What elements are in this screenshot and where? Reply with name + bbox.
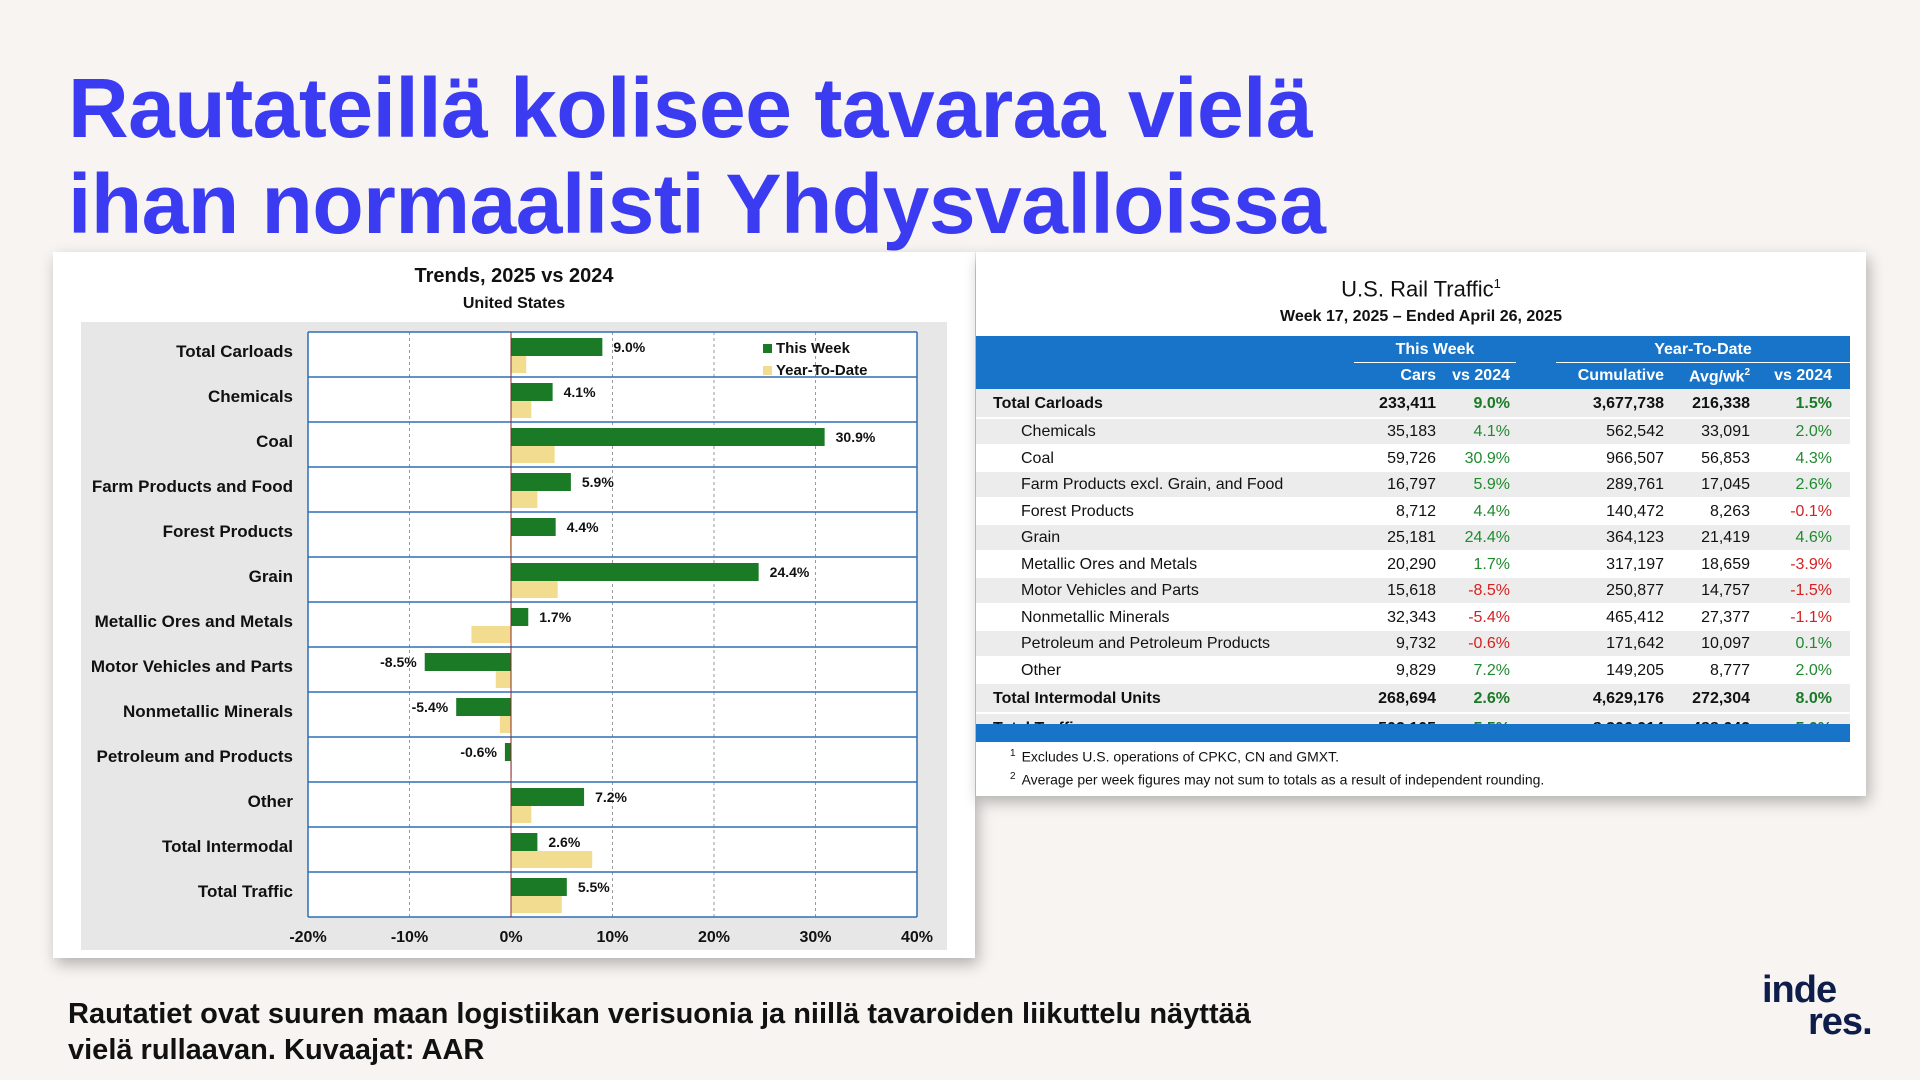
cell-vs2024-ytd: 2.6%	[1795, 476, 1832, 493]
row-label: Grain	[1021, 529, 1061, 546]
cell-cumulative: 4,629,176	[1592, 690, 1664, 707]
legend-label-this-week: This Week	[776, 340, 850, 357]
x-tick-label: 40%	[900, 929, 934, 946]
cell-vs2024: -0.6%	[1468, 635, 1510, 652]
cell-vs2024: 4.4%	[1473, 502, 1510, 520]
headline	[68, 60, 1518, 252]
cell-vs2024-ytd: -3.9%	[1790, 555, 1832, 573]
category-label: Nonmetallic Minerals	[122, 701, 293, 721]
data-label: -5.4%	[411, 699, 449, 715]
cell-vs2024: -5.4%	[1468, 608, 1510, 626]
caption-line-2: vielä rullaavan. Kuvaajat: AAR	[68, 1034, 485, 1066]
data-label: 7.2%	[595, 789, 628, 805]
cell-cumulative: 364,123	[1606, 529, 1664, 546]
bar-this-week	[456, 698, 511, 716]
cell-vs2024: 7.2%	[1473, 661, 1510, 679]
bar-year-to-date	[511, 446, 555, 463]
bar-this-week	[511, 383, 553, 401]
bar-this-week	[511, 788, 584, 806]
cell-cumulative: 171,642	[1606, 635, 1664, 652]
cell-avgwk: 272,304	[1692, 690, 1750, 707]
bar-this-week	[511, 473, 571, 491]
cell-cars: 20,290	[1387, 555, 1436, 573]
cell-cars: 8,712	[1395, 502, 1436, 520]
table-row	[976, 578, 1850, 605]
bar-this-week	[511, 518, 556, 536]
cell-cumulative: 465,412	[1606, 608, 1664, 626]
table-title: U.S. Rail Traffic$^1$	[1341, 276, 1501, 302]
row-label: Nonmetallic Minerals	[1021, 608, 1170, 626]
category-label: Other	[247, 791, 293, 811]
cell-cars: 32,343	[1387, 608, 1436, 626]
table-row	[976, 419, 1850, 446]
cell-vs2024-ytd: 8.0%	[1795, 690, 1832, 707]
row-label: Forest Products	[1021, 502, 1134, 520]
table-row	[976, 472, 1850, 499]
headline-line-2: ihan normaalisti Yhdysvalloissa	[68, 157, 1326, 251]
x-tick-label: 10%	[596, 929, 629, 946]
cell-cumulative: 289,761	[1606, 476, 1664, 493]
table-title-footnote-mark: 1	[1493, 276, 1501, 291]
cell-avgwk: 10,097	[1701, 635, 1750, 652]
footnote-1: $^1$ Excludes U.S. operations of CPKC, CN and GMXT.	[1010, 748, 1340, 765]
cell-cars: 9,732	[1395, 635, 1436, 652]
cell-cumulative: 140,472	[1606, 502, 1664, 520]
data-label: 1.7%	[539, 609, 572, 625]
table-row	[976, 684, 1850, 714]
cell-vs2024-ytd: 1.5%	[1795, 395, 1832, 412]
cell-vs2024-ytd: 0.1%	[1795, 635, 1832, 652]
data-label: 30.9%	[835, 429, 876, 445]
row-label: Other	[1021, 661, 1062, 679]
row-label: Petroleum and Petroleum Products	[1021, 635, 1271, 652]
category-label: Chemicals	[207, 386, 293, 406]
bar-this-week	[425, 653, 511, 671]
data-label: 9.0%	[613, 339, 646, 355]
cell-avgwk: 21,419	[1701, 529, 1750, 546]
cell-cars: 25,181	[1387, 529, 1436, 546]
data-label: 24.4%	[769, 564, 810, 580]
cell-cars: 16,797	[1387, 476, 1436, 493]
row-label: Coal	[1021, 449, 1054, 467]
bar-year-to-date	[500, 716, 511, 733]
cell-vs2024-ytd: 4.3%	[1795, 449, 1832, 467]
category-label: Metallic Ores and Metals	[94, 611, 293, 631]
cell-cumulative: 966,507	[1606, 449, 1664, 467]
cell-avgwk: 56,853	[1701, 449, 1750, 467]
cell-cumulative: 562,542	[1606, 423, 1664, 440]
cell-avgwk: 8,263	[1709, 502, 1750, 520]
data-label: 4.4%	[566, 519, 599, 535]
cell-vs2024-ytd: 2.0%	[1795, 661, 1832, 679]
bar-year-to-date	[511, 806, 531, 823]
bar-year-to-date	[511, 356, 526, 373]
rail-traffic-table-card	[976, 252, 1866, 796]
data-label: 4.1%	[563, 384, 596, 400]
category-label: Total Traffic	[197, 881, 293, 901]
col-header-vs2024: vs 2024	[1452, 367, 1510, 384]
chart-title: Trends, 2025 vs 2024	[414, 265, 614, 287]
cell-vs2024: 2.6%	[1473, 690, 1510, 707]
table-row	[976, 552, 1850, 579]
bar-year-to-date	[471, 626, 511, 643]
cell-avgwk: 8,777	[1709, 661, 1750, 679]
chart-subtitle: United States	[462, 295, 566, 312]
bar-year-to-date	[511, 401, 531, 418]
cell-avgwk: 14,757	[1701, 582, 1750, 599]
bar-this-week	[511, 833, 537, 851]
x-tick-label: 0%	[499, 929, 523, 946]
headline-line-1: Rautateillä kolisee tavaraa vielä	[68, 61, 1313, 155]
table-body	[976, 389, 1850, 744]
category-label: Motor Vehicles and Parts	[90, 656, 293, 676]
data-label: 5.9%	[581, 474, 614, 490]
category-label: Total Carloads	[176, 341, 293, 361]
cell-vs2024: 9.0%	[1473, 395, 1510, 412]
cell-vs2024-ytd: 2.0%	[1795, 423, 1832, 440]
bar-this-week	[511, 338, 602, 356]
bar-this-week	[511, 878, 567, 896]
col-header-avgwk: Avg/$wk^2$	[1689, 367, 1750, 386]
bar-this-week	[511, 428, 825, 446]
data-label: 2.6%	[548, 834, 581, 850]
table-bottom-bar	[976, 724, 1850, 742]
chart-plot-area	[308, 332, 917, 917]
data-label: -0.6%	[460, 744, 497, 760]
cell-vs2024: 30.9%	[1464, 449, 1510, 467]
col-header-cars: Cars	[1400, 367, 1436, 384]
data-label: -8.5%	[380, 654, 417, 670]
cell-vs2024: 4.1%	[1473, 423, 1510, 440]
category-label: Total Intermodal	[162, 836, 293, 856]
footnote-2: $^2$ Average per week figures may not sum to totals as a result of independent rounding.	[1010, 771, 1545, 788]
category-label: Petroleum and Products	[96, 746, 293, 766]
row-label: Farm Products excl. Grain, and Food	[1021, 476, 1284, 493]
caption-line-1: Rautatiet ovat suuren maan logistiikan verisuonia ja niillä tavaroiden liikuttelu näyttää	[68, 998, 1251, 1030]
cell-vs2024: 1.7%	[1473, 555, 1510, 573]
row-label: Chemicals	[1021, 423, 1096, 440]
group-this-week: This Week	[1395, 341, 1475, 358]
table-header	[976, 336, 1850, 389]
category-label: Grain	[248, 566, 293, 586]
row-label: Total Intermodal Units	[993, 690, 1161, 707]
cell-avgwk: 216,338	[1692, 395, 1750, 412]
row-label: Motor Vehicles and Parts	[1021, 582, 1199, 599]
cell-vs2024-ytd: -0.1%	[1790, 502, 1832, 520]
category-label: Farm Products and Food	[91, 476, 293, 496]
cell-cars: 233,411	[1379, 395, 1436, 412]
bar-year-to-date	[511, 896, 562, 913]
cell-cars: 15,618	[1387, 582, 1436, 599]
cell-vs2024-ytd: -1.1%	[1790, 608, 1832, 626]
cell-cars: 35,183	[1387, 423, 1436, 440]
cell-cars: 9,829	[1395, 661, 1436, 679]
cell-vs2024-ytd: 4.6%	[1795, 529, 1832, 546]
category-label: Coal	[256, 431, 293, 451]
trends-bar-chart	[53, 252, 975, 958]
logo-line-2: res.	[1808, 1001, 1872, 1043]
cell-avgwk: 27,377	[1701, 608, 1750, 626]
bar-year-to-date	[511, 581, 558, 598]
col-header-vs2024-ytd: vs 2024	[1774, 367, 1832, 384]
cell-vs2024: 24.4%	[1464, 529, 1510, 546]
bar-this-week	[511, 563, 759, 581]
trends-chart-card	[53, 252, 975, 958]
cell-cumulative: 250,877	[1606, 582, 1664, 599]
table-row	[976, 499, 1850, 526]
cell-vs2024-ytd: -1.5%	[1790, 582, 1832, 599]
group-year-to-date: Year-To-Date	[1654, 341, 1752, 358]
category-label: Forest Products	[162, 521, 293, 541]
bar-year-to-date	[496, 671, 511, 688]
table-row	[976, 605, 1850, 632]
bar-this-week	[511, 608, 528, 626]
table-subtitle: Week 17, 2025 – Ended April 26, 2025	[1280, 308, 1562, 325]
row-label: Metallic Ores and Metals	[1021, 555, 1198, 573]
cell-cars: 268,694	[1378, 690, 1436, 707]
cell-avgwk: 17,045	[1701, 476, 1750, 493]
legend-swatch-year-to-date	[763, 366, 772, 375]
cell-cumulative: 149,205	[1606, 661, 1664, 679]
x-tick-label: -10%	[390, 929, 429, 946]
table-row	[976, 658, 1850, 685]
table-row	[976, 631, 1850, 658]
cell-cars: 59,726	[1387, 449, 1436, 467]
group-this-week-rule	[1354, 362, 1516, 363]
table-row	[976, 446, 1850, 473]
table-row	[976, 525, 1850, 552]
cell-cumulative: 317,197	[1606, 555, 1664, 573]
bar-year-to-date	[511, 491, 537, 508]
data-label: 5.5%	[577, 879, 610, 895]
cell-vs2024: 5.9%	[1473, 476, 1510, 493]
cell-vs2024: -8.5%	[1468, 582, 1510, 599]
bar-this-week	[505, 743, 511, 761]
col-header-cumulative: Cumulative	[1577, 367, 1664, 384]
legend-label-year-to-date: Year-To-Date	[776, 362, 868, 379]
cell-cumulative: 3,677,738	[1592, 395, 1664, 412]
group-ytd-rule	[1556, 362, 1850, 363]
cell-avgwk: 18,659	[1701, 555, 1750, 573]
x-tick-label: 20%	[697, 929, 731, 946]
x-tick-label: 30%	[799, 929, 832, 946]
logo-line-1: inde	[1762, 969, 1837, 1011]
bar-year-to-date	[511, 851, 592, 868]
table-row	[976, 389, 1850, 419]
legend-swatch-this-week	[763, 344, 772, 353]
cell-avgwk: 33,091	[1701, 423, 1750, 440]
row-label: Total Carloads	[993, 395, 1103, 412]
caption	[68, 996, 1468, 1068]
inderes-logo	[1762, 969, 1872, 1043]
x-tick-label: -20%	[289, 929, 327, 946]
